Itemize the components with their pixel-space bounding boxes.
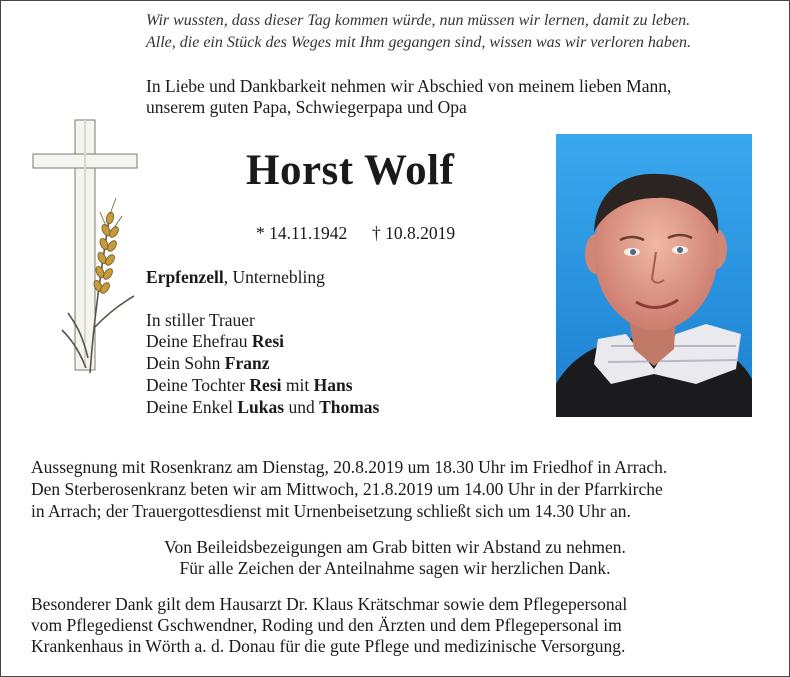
mourner-grandchildren-label: Deine Enkel xyxy=(146,397,238,417)
thanks-line-1: Besonderer Dank gilt dem Hausarzt Dr. Klaus Krätschmar sowie dem Pflegepersonal xyxy=(31,594,628,614)
mourner-daughter-name: Resi xyxy=(249,375,282,395)
mourner-daughter-connector: mit xyxy=(281,375,314,395)
mourner-daughter-label: Deine Tochter xyxy=(146,375,250,395)
deceased-name: Horst Wolf xyxy=(246,147,455,194)
mourner-wife-label: Deine Ehefrau xyxy=(146,331,252,351)
mourner-daughter xyxy=(146,375,353,396)
quote-line-1: Wir wussten, dass dieser Tag kommen würde, nun müssen wir lernen, damit zu leben. xyxy=(146,12,691,29)
mourner-grandchildren xyxy=(146,397,379,418)
mourners-heading: In stiller Trauer xyxy=(146,310,255,330)
residence-district: , Unternebling xyxy=(223,267,325,287)
intro-line-1: In Liebe und Dankbarkeit nehmen wir Abschied von meinem lieben Mann, xyxy=(146,76,672,96)
mourner-wife xyxy=(146,331,284,352)
mourner-grandchild-2: Thomas xyxy=(319,397,380,417)
mourner-wife-name: Resi xyxy=(251,331,284,351)
quote-line-2: Alle, die ein Stück des Weges mit Ihm gegangen sind, wissen was wir verloren haben. xyxy=(146,34,691,51)
intro-line-2: unserem guten Papa, Schwiegerpapa und Opa xyxy=(146,97,467,117)
service-line-1: Aussegnung mit Rosenkranz am Dienstag, 20.8.2019 um 18.30 Uhr im Friedhof in Arrach. xyxy=(31,457,668,477)
service-line-2: Den Sterberosenkranz beten wir am Mittwoch, 21.8.2019 um 14.00 Uhr in der Pfarrkirche xyxy=(31,479,663,499)
cross-with-wheat-icon xyxy=(30,118,140,380)
thanks-line-3: Krankenhaus in Wörth a. d. Donau für die gute Pflege und medizinische Versorgung. xyxy=(31,636,626,656)
thanks-line-2: vom Pflegedienst Gschwendner, Roding und den Ärzten und dem Pflegepersonal im xyxy=(31,615,622,635)
death-date: † 10.8.2019 xyxy=(372,223,456,243)
condolence-line-2: Für alle Zeichen der Anteilnahme sagen wir herzlichen Dank. xyxy=(179,558,611,578)
mourner-grandchild-1: Lukas xyxy=(237,397,285,417)
mourner-son xyxy=(146,353,269,374)
mourner-daughter-partner: Hans xyxy=(313,375,353,395)
mourner-son-name: Franz xyxy=(224,353,270,373)
residence xyxy=(146,267,325,288)
service-line-3: in Arrach; der Trauergottesdienst mit Urnenbeisetzung schließt sich um 14.30 Uhr an. xyxy=(31,501,631,521)
portrait-photo xyxy=(556,134,752,417)
mourner-grandchildren-connector: und xyxy=(284,397,320,417)
mourner-son-label: Dein Sohn xyxy=(146,353,225,373)
birth-date: * 14.11.1942 xyxy=(256,223,348,243)
residence-village: Erpfenzell xyxy=(146,267,224,287)
condolence-line-1: Von Beileidsbezeigungen am Grab bitten wir Abstand zu nehmen. xyxy=(164,537,626,557)
